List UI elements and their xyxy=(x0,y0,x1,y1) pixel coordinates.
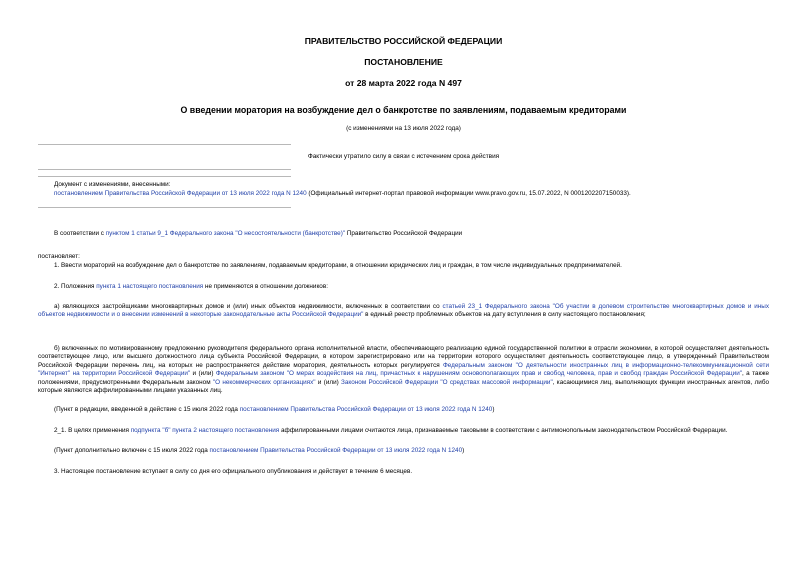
status-note: Фактически утратило силу в связи с истечением срока действия xyxy=(307,153,500,160)
resolves-text: постановляет: xyxy=(38,253,80,260)
preamble: В соответствии с пунктом 1 статьи 9_1 Федерального закона "О несостоятельности (банкротстве)" Правительство Российской Федерации xyxy=(54,230,463,237)
point-1-link[interactable]: пункта 1 настоящего постановления xyxy=(96,283,204,290)
nonprofit-law-link[interactable]: "О некоммерческих организациях" xyxy=(212,378,316,386)
amendment-link[interactable]: постановлением Правительства Российской Федерации от 13 июля 2022 года N 1240 xyxy=(209,447,463,454)
paragraph-3: 3. Настоящее постановление вступает в силу со дня его официального опубликования и действует в течение 6 месяцев. xyxy=(54,468,413,475)
paragraph-2-1-note: (Пункт дополнительно включен с 15 июля 2022 года постановлением Правительства Российской Федерации от 13 июля 2022 года N 1240) xyxy=(54,447,465,454)
foreign-persons-law-link[interactable]: Федеральным законом "О деятельности иностранных лиц в информационно-телекоммуникационной сети "Интернет" на территории Российской Федерации" xyxy=(38,361,769,378)
changes-line xyxy=(54,190,631,198)
changes-source: (Официальный интернет-портал правовой информации www.pravo.gov.ru, 15.07.2022, N 0001202207150033). xyxy=(306,190,631,197)
divider xyxy=(38,144,291,145)
paragraph-2-1: 2_1. В целях применения подпункта "б" пункта 2 настоящего постановления аффилированными лицами считаются лица, признаваемые таковыми в соответствии с антимонопольным законодательством Российской Федерации. xyxy=(54,427,728,434)
divider xyxy=(38,207,291,208)
paragraph-2: 2. Положения пункта 1 настоящего постановления не применяются в отношении должников: xyxy=(54,283,328,290)
divider xyxy=(38,176,291,177)
document-date: от 28 марта 2022 года N 497 xyxy=(345,78,462,88)
revision-note: (с изменениями на 13 июля 2022 года) xyxy=(346,125,461,132)
government-heading: ПРАВИТЕЛЬСТВО РОССИЙСКОЙ ФЕДЕРАЦИИ xyxy=(304,36,503,46)
document-type: ПОСТАНОВЛЕНИЕ xyxy=(364,57,443,67)
changes-label: Документ с изменениями, внесенными: xyxy=(54,181,171,188)
mass-media-law-link[interactable]: Законом Российской Федерации "О средствах массовой информации" xyxy=(341,378,553,386)
subparagraph-b: б) включенных по мотивированному предложению руководителя федерального органа исполнительной власти, обеспечивающего реализацию единой государственной политики в отрасли экономики, в которой осуществляет деятельность соответствующее лицо, или высшего должностного лица субъекта Российской Федерации, в котором зарегистрировано или на территории которого осуществляет деятельность соответствующее лицо, в утвержденный Правительством Российской Федерации перечень лиц, на которых не распространяется действие моратория, деятельность которых регулируется Федеральным законом "О деятельности иностранных лиц в информационно-телекоммуникационной сети "Интернет" на территории Российской Федерации" и (или) Федеральным законом "О мерах воздействия на лиц, причастных к нарушениям основополагающих прав и свобод человека, прав и свобод граждан Российской Федерации", а также положениями, предусмотренными Федеральным законом "О некоммерческих организациях" и (или) Законом Российской Федерации "О средствах массовой информации", касающимися лиц, выполняющих функции иностранных агентов, либо которые являются аффилированными лицами указанных лиц. xyxy=(38,345,770,395)
document-title: О введении моратория на возбуждение дел о банкротстве по заявлениям, подаваемым кредиторами xyxy=(180,105,627,115)
divider xyxy=(38,169,291,170)
amendment-link[interactable]: постановлением Правительства Российской Федерации от 13 июля 2022 года N 1240 xyxy=(239,406,493,413)
law-link[interactable]: пунктом 1 статьи 9_1 Федерального закона "О несостоятельности (банкротстве)" xyxy=(105,230,346,237)
subparagraph-a: а) являющихся застройщиками многоквартирных домов и (или) иных объектов недвижимости, включенных в соответствии со статьей 23_1 Федерального закона "Об участии в долевом строительстве многоквартирных домов и иных объектов недвижимости и о внесении изменений в некоторые законодательные акты Российской Федерации" в единый реестр проблемных объектов на дату вступления в силу настоящего постановления; xyxy=(38,303,769,319)
article-23-1-link[interactable]: статьей 23_1 Федерального закона "Об участии в долевом строительстве многоквартирных домов и иных объектов недвижимости и о внесении изменений в некоторые законодательные акты Российской Федерации" xyxy=(38,303,769,319)
amendment-link[interactable]: постановлением Правительства Российской Федерации от 13 июля 2022 года N 1240 xyxy=(54,190,307,197)
subpoint-b-link[interactable]: подпункта "б" пункта 2 настоящего постановления xyxy=(130,427,280,434)
paragraph-1: 1. Ввести мораторий на возбуждение дел о банкротстве по заявлениям, подаваемым кредиторами, в отношении юридических лиц и граждан, в том числе индивидуальных предпринимателей. xyxy=(54,262,622,269)
human-rights-law-link[interactable]: Федеральным законом "О мерах воздействия на лиц, причастных к нарушениям основополагающих прав и свобод человека, прав и свобод граждан Российской Федерации" xyxy=(215,370,743,378)
subparagraph-b-note: (Пункт в редакции, введенной в действие с 15 июля 2022 года постановлением Правительства Российской Федерации от 13 июля 2022 года N 1240) xyxy=(54,406,495,413)
